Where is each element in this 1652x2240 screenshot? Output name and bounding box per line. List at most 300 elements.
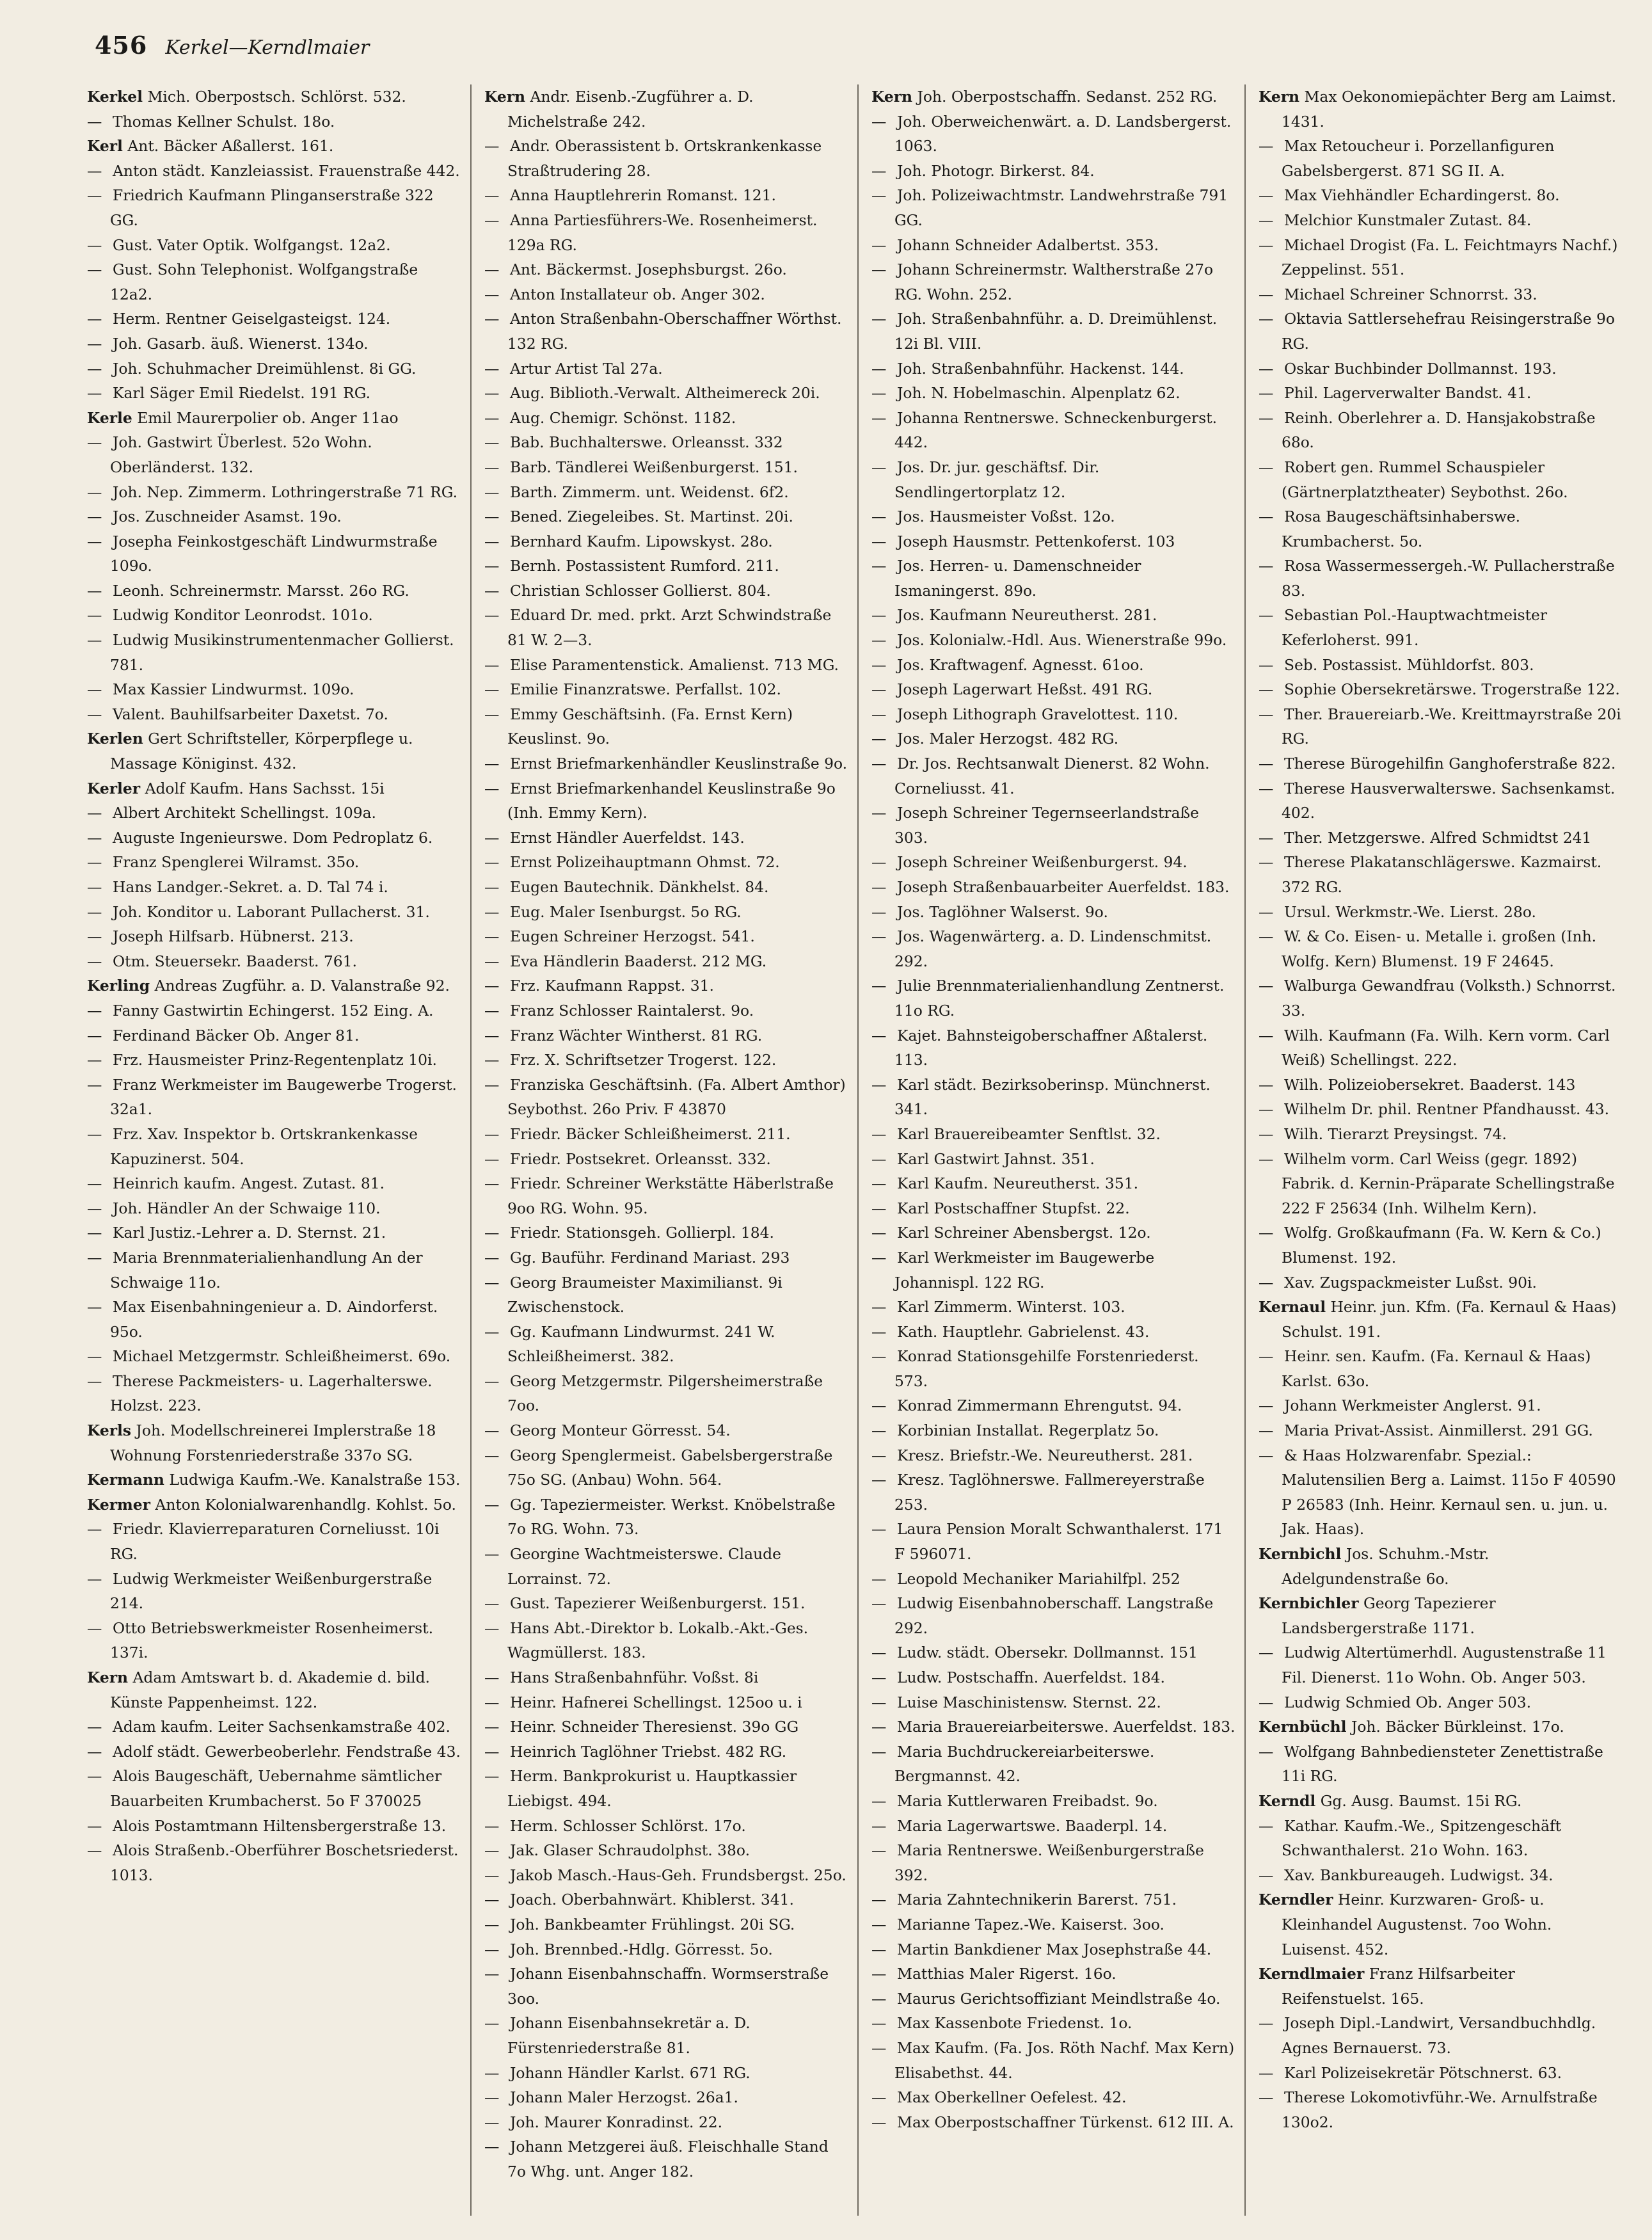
entry-surname: Kerls — [87, 1421, 132, 1440]
dash-marker: — — [87, 310, 102, 328]
dash-marker: — — [871, 1718, 887, 1736]
directory-entry — [1259, 381, 1623, 406]
dash-marker: — — [871, 408, 887, 427]
entry-text: Friedrich Kaufmann Plinganserstraße 322 GG. — [110, 186, 434, 229]
entry-text: Joh. Schuhmacher Dreimühlenst. 8i GG. — [113, 359, 417, 378]
directory-entry — [871, 1690, 1235, 1715]
directory-entry — [871, 381, 1235, 406]
dash-marker: — — [871, 1569, 887, 1588]
dash-marker: — — [484, 2138, 500, 2156]
entry-text: Wilh. Polizeiobersekret. Baaderst. 143 — [1284, 1075, 1576, 1094]
dash-marker: — — [871, 680, 887, 699]
dash-marker: — — [484, 1224, 500, 1242]
entry-text: Joh. Konditor u. Laborant Pullacherst. 31. — [113, 902, 430, 921]
dash-marker: — — [871, 878, 887, 896]
directory-entry — [871, 973, 1235, 1023]
entry-text: Ludwig Konditor Leonrodst. 101o. — [113, 606, 373, 625]
dash-marker: — — [87, 1742, 102, 1761]
dash-marker: — — [484, 1816, 500, 1835]
entry-text: Xav. Zugspackmeister Lußst. 90i. — [1284, 1273, 1537, 1292]
directory-entry — [484, 2110, 848, 2135]
entry-text: Franziska Geschäftsinh. (Fa. Albert Amthor) Seybothst. 26o Priv. F 43870 — [507, 1075, 846, 1119]
directory-entry — [87, 84, 461, 109]
entry-text: Johann Schneider Adalbertst. 353. — [897, 236, 1159, 254]
dash-marker: — — [484, 779, 500, 797]
directory-entry — [1259, 1270, 1623, 1295]
entry-text: Dr. Jos. Rechtsanwalt Dienerst. 82 Wohn. Corneliusst. 41. — [894, 755, 1210, 797]
dash-marker: — — [1259, 458, 1274, 476]
entry-text: Wilhelm vorm. Carl Weiss (gegr. 1892) Fabrik. d. Kernin-Präparate Schellingstraße 222 F 25634 (Inh. Wilhelm Kern). — [1282, 1149, 1615, 1217]
entry-text: Karl Werkmeister im Baugewerbe Johannispl. 122 RG. — [894, 1248, 1155, 1292]
directory-entry — [871, 1122, 1235, 1147]
entry-text: Joh. Oberpostschaffn. Sedanst. 252 RG. — [917, 88, 1218, 106]
dash-marker: — — [871, 2113, 887, 2131]
directory-entry — [87, 1369, 461, 1418]
directory-entry — [1259, 1220, 1623, 1270]
dash-marker: — — [484, 902, 500, 921]
entry-surname: Kern — [871, 88, 913, 106]
dash-marker: — — [871, 1026, 887, 1044]
directory-entry — [1259, 1740, 1623, 1789]
directory-entry — [87, 826, 461, 851]
entry-text: Max Kassier Lindwurmst. 109o. — [113, 680, 354, 699]
entry-text: Joh. Polizeiwachtmstr. Landwehrstraße 791 GG. — [894, 186, 1228, 229]
dash-marker: — — [871, 1149, 887, 1168]
directory-entry — [484, 924, 848, 949]
directory-entry — [484, 998, 848, 1023]
directory-entry — [484, 1838, 848, 1863]
entry-text: Adolf städt. Gewerbeoberlehr. Fendstraße 43. — [113, 1742, 461, 1761]
directory-entry — [1259, 653, 1623, 678]
entry-text: Therese Hausverwalterswe. Sachsenkamst. 402. — [1282, 779, 1616, 822]
dash-marker: — — [87, 1816, 102, 1835]
page-number: 456 — [95, 31, 148, 60]
dash-marker: — — [871, 1347, 887, 1366]
directory-entry — [1259, 850, 1623, 899]
entry-text: Adam Amtswart b. d. Akademie d. bild. Künste Pappenheimst. 122. — [110, 1668, 430, 1711]
directory-entry — [1259, 1640, 1623, 1690]
dash-marker: — — [87, 804, 102, 822]
directory-entry — [484, 2011, 848, 2060]
entry-text: Ther. Brauereiarb.-We. Kreittmayrstraße 20i RG. — [1282, 705, 1621, 748]
entry-text: Aug. Biblioth.-Verwalt. Altheimereck 20i. — [510, 384, 820, 403]
entry-text: Maria Buchdruckereiarbeiterswe. Bergmannst. 42. — [894, 1742, 1155, 1786]
directory-entry — [484, 1245, 848, 1270]
dash-marker: — — [871, 508, 887, 526]
directory-entry — [87, 233, 461, 258]
entry-text: Joh. Straßenbahnführ. a. D. Dreimühlenst. 12i Bl. VIII. — [894, 310, 1218, 353]
entry-text: Maria Privat-Assist. Ainmillerst. 291 GG. — [1284, 1421, 1593, 1440]
directory-entry — [484, 134, 848, 183]
entry-text: Bernhard Kaufm. Lipowskyst. 28o. — [510, 532, 773, 550]
dash-marker: — — [1259, 1742, 1274, 1761]
directory-entry — [87, 1344, 461, 1369]
directory-entry — [87, 1073, 461, 1122]
entry-text: Max Oekonomiepächter Berg am Laimst. 1431. — [1282, 88, 1617, 131]
entry-text: Joh. Straßenbahnführ. Hackenst. 144. — [897, 359, 1184, 378]
directory-entry — [871, 2036, 1235, 2085]
entry-text: Jos. Herren- u. Damenschneider Ismaningerst. 89o. — [894, 557, 1141, 600]
dash-marker: — — [87, 581, 102, 600]
directory-entry — [87, 776, 461, 801]
dash-marker: — — [87, 186, 102, 205]
dash-marker: — — [87, 1001, 102, 1020]
entry-text: Georgine Wachtmeisterswe. Claude Lorrainst. 72. — [507, 1545, 781, 1588]
directory-entry — [87, 949, 461, 974]
entry-text: Anton städt. Kanzleiassist. Frauenstraße 442. — [113, 161, 460, 180]
dash-marker: — — [871, 112, 887, 131]
entry-text: Korbinian Installat. Regerplatz 5o. — [897, 1421, 1159, 1440]
directory-entry — [871, 1073, 1235, 1122]
directory-entry — [871, 2110, 1235, 2135]
entry-text: Maria Brauereiarbeiterswe. Auerfeldst. 183. — [897, 1718, 1235, 1736]
entry-text: Gust. Vater Optik. Wolfgangst. 12a2. — [113, 236, 391, 254]
directory-entry — [871, 1295, 1235, 1320]
entry-text: Johann Werkmeister Anglerst. 91. — [1284, 1396, 1541, 1415]
entry-text: Karl Säger Emil Riedelst. 191 RG. — [113, 384, 371, 403]
dash-marker: — — [484, 2014, 500, 2033]
directory-entry — [1259, 455, 1623, 504]
directory-entry — [87, 183, 461, 232]
directory-entry — [87, 356, 461, 381]
directory-entry — [1259, 406, 1623, 455]
dash-marker: — — [484, 1594, 500, 1613]
directory-entry — [871, 900, 1235, 925]
directory-entry — [484, 826, 848, 851]
directory-entry — [484, 430, 848, 455]
entry-text: Johann Eisenbahnsekretär a. D. Fürstenriederstraße 81. — [507, 2014, 751, 2057]
dash-marker: — — [1259, 1100, 1274, 1119]
dash-marker: — — [871, 1421, 887, 1440]
directory-entry — [87, 307, 461, 332]
entry-text: Herm. Bankprokurist u. Hauptkassier Liebigst. 494. — [507, 1767, 797, 1810]
entry-text: Alois Straßenb.-Oberführer Boschetsriederst. 1013. — [110, 1841, 459, 1884]
dash-marker: — — [1259, 1816, 1274, 1835]
entry-text: Christian Schlosser Gollierst. 804. — [510, 581, 771, 600]
directory-entry — [871, 1987, 1235, 2012]
directory-entry — [87, 875, 461, 900]
entry-surname: Kernaul — [1259, 1298, 1326, 1316]
entry-text: Joh. Bankbeamter Frühlingst. 20i SG. — [510, 1915, 795, 1933]
entry-text: Jos. Dr. jur. geschäftsf. Dir. Sendlingertorplatz 12. — [894, 458, 1100, 501]
directory-entry — [87, 1715, 461, 1740]
entry-text: Wilh. Kaufmann (Fa. Wilh. Kern vorm. Carl Weiß) Schellingst. 222. — [1282, 1026, 1610, 1069]
directory-entry — [1259, 233, 1623, 282]
entry-text: Adam kaufm. Leiter Sachsenkamstraße 402. — [113, 1718, 450, 1736]
entry-text: Gust. Tapezierer Weißenburgerst. 151. — [510, 1594, 806, 1613]
entry-text: Xav. Bankbureaugeh. Ludwigst. 34. — [1284, 1866, 1553, 1884]
dash-marker: — — [484, 1446, 500, 1464]
directory-entry — [484, 850, 848, 875]
dash-marker: — — [87, 1248, 102, 1267]
entry-text: Georg Monteur Görresst. 54. — [510, 1421, 731, 1440]
entry-text: Auguste Ingenieurswe. Dom Pedroplatz 6. — [113, 828, 433, 847]
dash-marker: — — [87, 902, 102, 921]
entry-text: Joh. Oberweichenwärt. a. D. Landsbergerst. 1063. — [894, 112, 1232, 156]
dash-marker: — — [871, 1471, 887, 1489]
dash-marker: — — [1259, 1273, 1274, 1292]
entry-text: Alois Postamtmann Hiltensbergerstraße 13. — [113, 1816, 447, 1835]
dash-marker: — — [871, 1915, 887, 1933]
entry-text: Jos. Wagenwärterg. a. D. Lindenschmitst. 292. — [894, 927, 1212, 970]
entry-text: Joseph Hilfsarb. Hübnerst. 213. — [113, 927, 354, 946]
directory-entry — [87, 134, 461, 159]
directory-entry — [484, 751, 848, 776]
directory-entry — [87, 480, 461, 505]
entry-text: Mich. Oberpostsch. Schlörst. 532. — [147, 88, 406, 106]
directory-entry — [484, 1270, 848, 1320]
directory-entry — [871, 1245, 1235, 1295]
dash-marker: — — [87, 433, 102, 452]
directory-entry — [871, 1147, 1235, 1172]
directory-entry — [1259, 1122, 1623, 1147]
dash-marker: — — [484, 1668, 500, 1686]
entry-text: Emil Maurerpolier ob. Anger 11ao — [137, 408, 399, 427]
entry-text: Maria Rentnerswe. Weißenburgerstraße 392. — [894, 1841, 1204, 1884]
entry-text: Laura Pension Moralt Schwanthalerst. 171 F 596071. — [894, 1520, 1223, 1564]
directory-entry — [484, 84, 848, 134]
dash-marker: — — [871, 1298, 887, 1316]
dash-marker: — — [871, 1989, 887, 2008]
entry-text: Karl Schreiner Abensbergst. 12o. — [897, 1224, 1151, 1242]
dash-marker: — — [484, 285, 500, 303]
directory-entry — [484, 1147, 848, 1172]
entry-text: Herm. Schlosser Schlörst. 17o. — [510, 1816, 746, 1835]
directory-entry — [871, 1320, 1235, 1345]
entry-text: Konrad Zimmermann Ehrengutst. 94. — [897, 1396, 1182, 1415]
directory-entry — [87, 702, 461, 727]
entry-surname: Kernbüchl — [1259, 1718, 1347, 1736]
dash-marker: — — [484, 1248, 500, 1267]
entry-text: Valent. Bauhilfsarbeiter Daxetst. 7o. — [113, 705, 388, 723]
directory-entry — [87, 1492, 461, 1517]
entry-text: Ludwig Eisenbahnoberschaff. Langstraße 292. — [894, 1594, 1214, 1637]
dash-marker: — — [871, 1791, 887, 1810]
directory-entry — [871, 1220, 1235, 1245]
dash-marker: — — [484, 1965, 500, 1983]
directory-entry — [871, 1443, 1235, 1468]
entry-text: Maria Lagerwartswe. Baaderpl. 14. — [897, 1816, 1168, 1835]
directory-entry — [871, 1023, 1235, 1073]
dash-marker: — — [1259, 680, 1274, 699]
entry-text: Ludwiga Kaufm.-We. Kanalstraße 153. — [169, 1471, 461, 1489]
directory-entry — [87, 1023, 461, 1048]
directory-entry — [871, 1740, 1235, 1789]
entry-text: Karl Postschaffner Stupfst. 22. — [897, 1199, 1130, 1217]
directory-entry — [871, 924, 1235, 973]
dash-marker: — — [871, 1075, 887, 1094]
directory-entry — [871, 1814, 1235, 1839]
entry-text: Max Kaufm. (Fa. Jos. Röth Nachf. Max Kern) Elisabethst. 44. — [894, 2038, 1235, 2082]
entry-text: Otto Betriebswerkmeister Rosenheimerst. 137i. — [110, 1619, 434, 1662]
entry-text: Kresz. Taglöhnerswe. Fallmereyerstraße 253. — [894, 1471, 1205, 1514]
entry-text: Jos. Maler Herzogst. 482 RG. — [897, 730, 1119, 748]
dash-marker: — — [871, 1446, 887, 1464]
dash-marker: — — [484, 828, 500, 847]
directory-entry — [484, 1740, 848, 1764]
directory-entry — [871, 257, 1235, 307]
directory-entry — [87, 1838, 461, 1887]
dash-marker: — — [871, 2014, 887, 2033]
dash-marker: — — [87, 680, 102, 699]
entry-text: Jos. Kolonialw.-Hdl. Aus. Wienerstraße 99o. — [897, 631, 1227, 650]
directory-entry — [871, 653, 1235, 678]
dash-marker: — — [484, 1545, 500, 1564]
entry-text: Ursul. Werkmstr.-We. Lierst. 28o. — [1284, 902, 1536, 921]
entry-text: Jos. Schuhm.-Mstr. Adelgundenstraße 6o. — [1282, 1545, 1489, 1588]
entry-text: Thomas Kellner Schulst. 18o. — [113, 112, 335, 131]
entry-text: Oktavia Sattlersehefrau Reisingerstraße 9o RG. — [1282, 310, 1615, 353]
dash-marker: — — [87, 236, 102, 254]
dash-marker: — — [1259, 977, 1274, 995]
entry-text: Ludwig Musikinstrumentenmacher Gollierst. 781. — [110, 631, 454, 674]
directory-entry — [87, 801, 461, 826]
directory-entry — [484, 1492, 848, 1542]
dash-marker: — — [1259, 2088, 1274, 2107]
entry-text: Ludw. städt. Obersekr. Dollmannst. 151 — [897, 1644, 1198, 1662]
dash-marker: — — [871, 557, 887, 575]
entry-text: Heinr. Kurzwaren- Groß- u. Kleinhandel Augustenst. 7oo Wohn. Luisenst. 452. — [1282, 1891, 1552, 1958]
entry-text: Michael Metzgermstr. Schleißheimerst. 69o. — [113, 1347, 451, 1366]
directory-entry — [1259, 504, 1623, 554]
directory-entry — [1259, 2061, 1623, 2086]
directory-entry — [1259, 84, 1623, 134]
entry-text: Joseph Straßenbauarbeiter Auerfeldst. 183. — [897, 878, 1230, 896]
directory-entry — [484, 949, 848, 974]
dash-marker: — — [484, 1026, 500, 1044]
directory-entry — [484, 1616, 848, 1665]
dash-marker: — — [87, 1520, 102, 1539]
dash-marker: — — [87, 1124, 102, 1143]
dash-marker: — — [484, 1693, 500, 1711]
entry-text: Emilie Finanzratswe. Perfallst. 102. — [510, 680, 781, 699]
entry-text: Heinr. Hafnerei Schellingst. 125oo u. i — [510, 1693, 802, 1711]
directory-entry — [484, 1418, 848, 1443]
directory-entry — [1259, 776, 1623, 826]
dash-marker: — — [484, 211, 500, 229]
entry-text: Max Kassenbote Friedenst. 1o. — [897, 2014, 1132, 2033]
directory-entry — [1259, 1147, 1623, 1221]
dash-marker: — — [1259, 285, 1274, 303]
dash-marker: — — [1259, 310, 1274, 328]
directory-entry — [484, 1912, 848, 1937]
entry-text: Karl Brauereibeamter Senftlst. 32. — [897, 1124, 1161, 1143]
directory-entry — [87, 1764, 461, 1813]
entry-text: Joseph Schreiner Weißenburgerst. 94. — [897, 853, 1187, 872]
dash-marker: — — [484, 2113, 500, 2131]
directory-entry — [1259, 1863, 1623, 1888]
entry-text: Therese Lokomotivführ.-We. Arnulfstraße 130o2. — [1282, 2088, 1598, 2131]
entry-text: Julie Brennmaterialienhandlung Zentnerst. 11o RG. — [894, 977, 1225, 1020]
entry-text: Kath. Hauptlehr. Gabrielenst. 43. — [897, 1322, 1150, 1341]
entry-text: Reinh. Oberlehrer a. D. Hansjakobstraße 68o. — [1282, 408, 1596, 452]
directory-entry — [1259, 751, 1623, 776]
entry-text: Heinrich Taglöhner Triebst. 482 RG. — [510, 1742, 787, 1761]
entry-text: Anna Partiesführers-We. Rosenheimerst. 129a RG. — [507, 211, 818, 254]
entry-text: Ernst Briefmarkenhandel Keuslinstraße 9o (Inh. Emmy Kern). — [507, 779, 836, 822]
entry-text: Gert Schriftsteller, Körperpflege u. Massage Königinst. 432. — [110, 730, 413, 773]
directory-entry — [1259, 900, 1623, 925]
directory-entry — [484, 1320, 848, 1369]
entry-text: Franz Hilfsarbeiter Reifenstuelst. 165. — [1282, 1965, 1515, 2008]
entry-text: Wolfgang Bahnbediensteter Zenettistraße 11i RG. — [1282, 1742, 1603, 1786]
dash-marker: — — [871, 1891, 887, 1909]
entry-surname: Kern — [1259, 88, 1300, 106]
entry-text: Johann Händler Karlst. 671 RG. — [510, 2063, 751, 2082]
entry-text: Wilh. Tierarzt Preysingst. 74. — [1284, 1124, 1507, 1143]
directory-entry — [1259, 1418, 1623, 1443]
dash-marker: — — [871, 260, 887, 279]
dash-marker: — — [87, 952, 102, 970]
directory-entry — [87, 1295, 461, 1344]
entry-text: Maria Zahntechnikerin Barerst. 751. — [897, 1891, 1177, 1909]
directory-entry — [871, 1789, 1235, 1814]
entry-text: Therese Plakatanschlägerswe. Kazmairst. 372 RG. — [1282, 853, 1602, 896]
dash-marker: — — [1259, 1396, 1274, 1415]
entry-text: Michael Schreiner Schnorrst. 33. — [1284, 285, 1537, 303]
dash-marker: — — [484, 1767, 500, 1786]
dash-marker: — — [1259, 1075, 1274, 1094]
entry-text: Joh. Nep. Zimmerm. Lothringerstraße 71 RG. — [113, 483, 458, 501]
dash-marker: — — [871, 1644, 887, 1662]
directory-entry — [871, 1468, 1235, 1517]
directory-entry — [1259, 1814, 1623, 1863]
directory-entry — [1259, 134, 1623, 183]
directory-entry — [1259, 183, 1623, 208]
dash-marker: — — [484, 1940, 500, 1958]
entry-surname: Kerndler — [1259, 1891, 1333, 1909]
dash-marker: — — [87, 828, 102, 847]
dash-marker: — — [484, 853, 500, 872]
dash-marker: — — [871, 902, 887, 921]
directory-entry — [484, 2085, 848, 2110]
dash-marker: — — [1259, 2014, 1274, 2033]
entry-text: Maria Kuttlerwaren Freibadst. 9o. — [897, 1791, 1158, 1810]
directory-entry — [87, 406, 461, 431]
directory-entry — [871, 1418, 1235, 1443]
dash-marker: — — [1259, 655, 1274, 674]
directory-entry — [87, 1814, 461, 1839]
dash-marker: — — [484, 1372, 500, 1390]
directory-entry — [871, 1640, 1235, 1665]
dash-marker: — — [484, 483, 500, 501]
directory-entry — [1259, 1097, 1623, 1122]
dash-marker: — — [1259, 1866, 1274, 1884]
directory-entry — [871, 603, 1235, 628]
directory-entry — [871, 1591, 1235, 1640]
directory-entry — [871, 356, 1235, 381]
directory-entry — [484, 1122, 848, 1147]
entry-surname: Kermer — [87, 1495, 150, 1514]
entry-surname: Kermann — [87, 1471, 164, 1489]
dash-marker: — — [1259, 779, 1274, 797]
entry-text: Friedr. Postsekret. Orleansst. 332. — [510, 1149, 771, 1168]
directory-entry — [87, 1468, 461, 1492]
directory-entry — [484, 356, 848, 381]
dash-marker: — — [1259, 508, 1274, 526]
entry-text: Aug. Chemigr. Schönst. 1182. — [510, 408, 736, 427]
directory-entry — [484, 1690, 848, 1715]
entry-text: Johann Maler Herzogst. 26a1. — [510, 2088, 738, 2107]
entry-text: Barth. Zimmerm. unt. Weidenst. 6f2. — [510, 483, 789, 501]
directory-entry — [1259, 702, 1623, 751]
dash-marker: — — [1259, 606, 1274, 625]
directory-entry — [1259, 603, 1623, 652]
directory-entry — [1259, 1715, 1623, 1740]
directory-entry — [87, 1220, 461, 1245]
entry-text: Joseph Hausmstr. Pettenkoferst. 103 — [897, 532, 1175, 550]
dash-marker: — — [87, 260, 102, 279]
